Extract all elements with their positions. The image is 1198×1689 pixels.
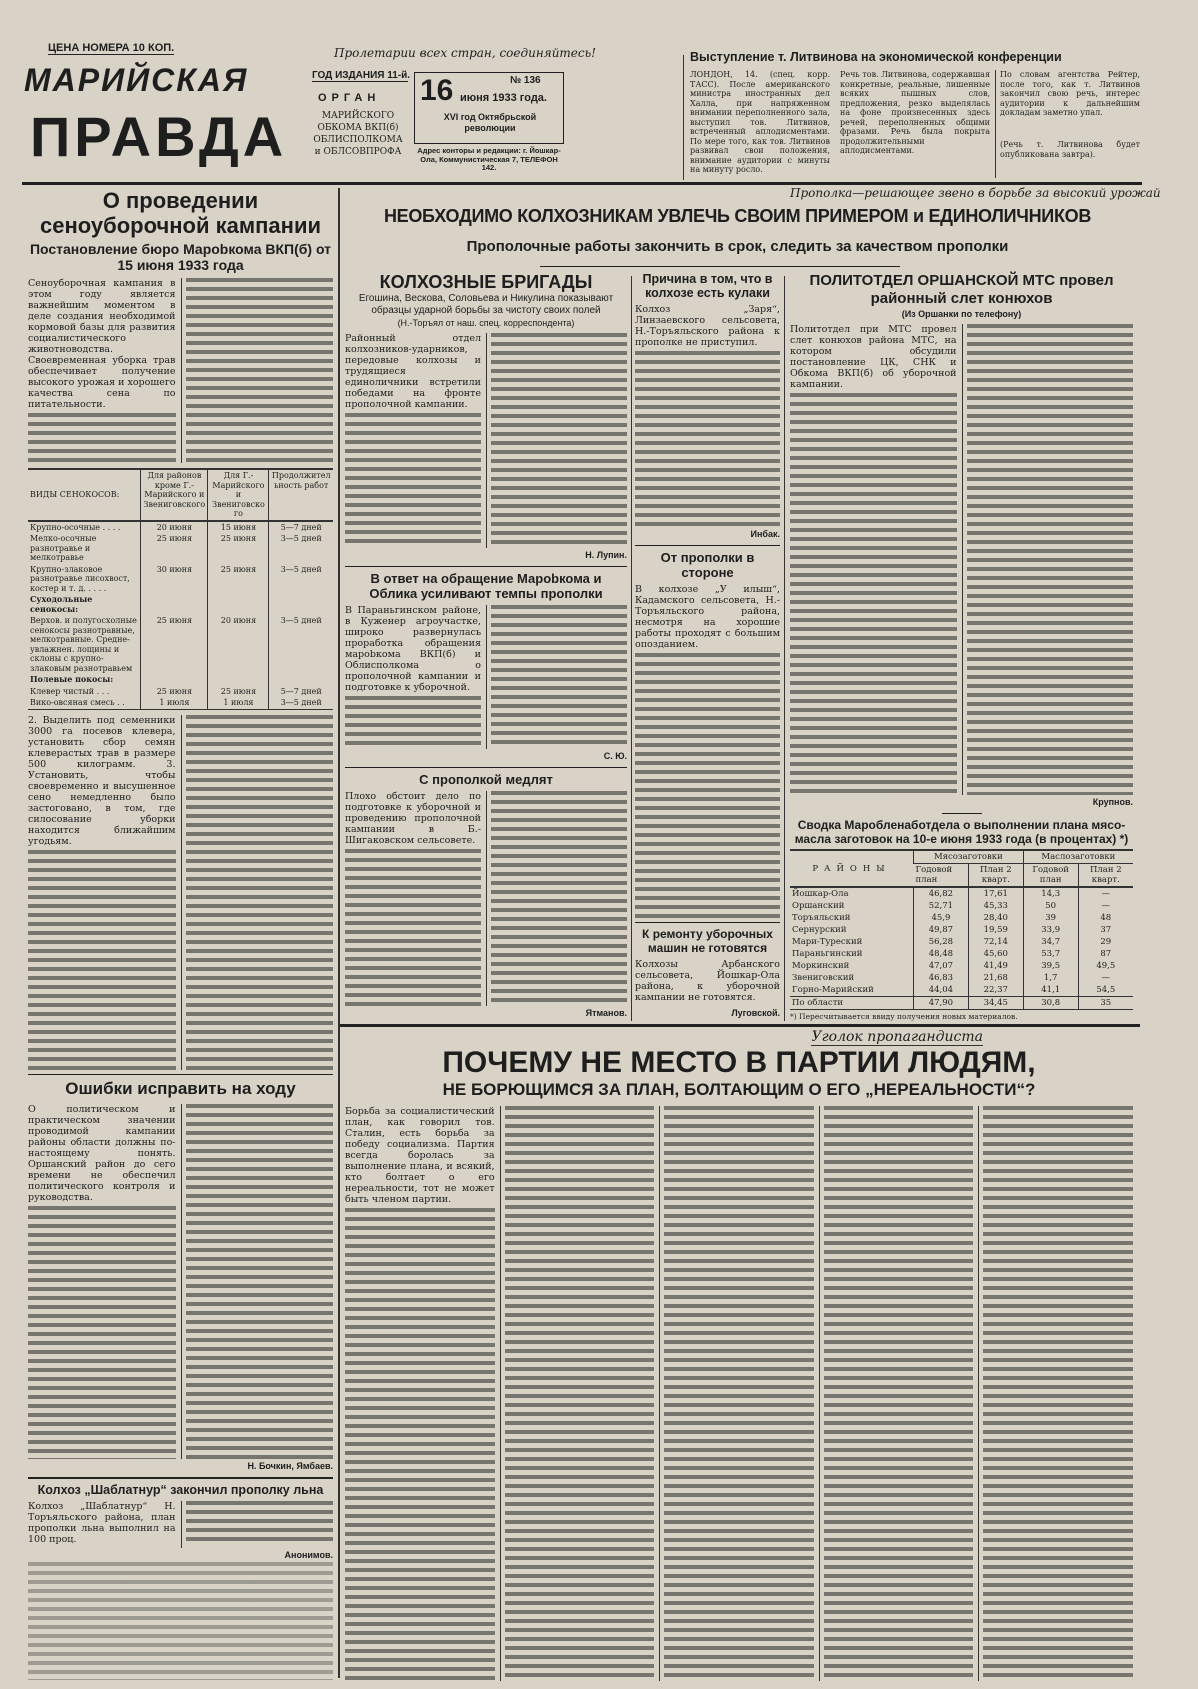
table-cell: 20 июня bbox=[141, 521, 208, 534]
errors-headline: Ошибки исправить на ходу bbox=[65, 1078, 296, 1098]
table-cell: 25 июня bbox=[208, 686, 269, 698]
summary-headline: Сводка Маробленаботдела о выполнении плана мясо-масла заготовок на 10-е июня 1933 года (в процентах) *) bbox=[794, 818, 1129, 846]
table-cell: 25 июня bbox=[141, 615, 208, 674]
table-cell: 17,61 bbox=[968, 887, 1023, 900]
table-cell: Звениговский bbox=[792, 973, 855, 983]
table-cell: 3—5 дней bbox=[269, 615, 333, 674]
kulaks-headline: Причина в том, что в колхозе есть кулаки bbox=[642, 272, 773, 300]
weeding-kicker: Прополка—решающее звено в борьбе за высокий урожай bbox=[790, 186, 1161, 200]
table-cell: Вико-овсяная смесь . . bbox=[30, 698, 125, 707]
table-cell: 22,37 bbox=[968, 984, 1023, 997]
table-cell: Крупно-злаковое разнотравье лисохвост, костер и т. д. . . . . bbox=[30, 564, 130, 593]
narrow-column bbox=[635, 272, 780, 1020]
date-rest: июня 1933 года. bbox=[460, 92, 547, 104]
table-cell: 54,5 bbox=[1078, 984, 1133, 997]
sub-header: Годовой план bbox=[915, 865, 953, 885]
year: ГОД ИЗДАНИЯ 11-й. bbox=[312, 70, 411, 81]
brigades-headline: КОЛХОЗНЫЕ БРИГАДЫ bbox=[379, 272, 593, 292]
organ-of: МАРИЙСКОГО ОБКОМА ВКП(б) ОБЛИСПОЛКОМА и ОБЛСОВПРОФА bbox=[313, 111, 403, 157]
kulaks-signature: Инбак. bbox=[750, 529, 780, 540]
table-cell: 49,5 bbox=[1078, 960, 1133, 972]
haying-headline: О проведении сеноуборочной кампании bbox=[39, 188, 321, 238]
flax-headline: Колхоз „Шаблатнур“ закончил прополку льна bbox=[37, 1482, 324, 1497]
summary-table bbox=[790, 849, 1133, 1010]
table-cell: 25 июня bbox=[141, 533, 208, 564]
sub-header: План 2 кварт. bbox=[1078, 864, 1133, 888]
errors-signature: Н. Бочкин, Ямбаев. bbox=[247, 1460, 333, 1471]
table-cell: — bbox=[1078, 900, 1133, 912]
col-header: Для районов кроме Г.-Марийского и Звениговского bbox=[141, 470, 208, 521]
slow-headline: С прополкой медлят bbox=[419, 771, 553, 787]
organ: ОРГАН bbox=[318, 92, 381, 104]
price: ЦЕНА НОМЕРА 10 КОП. bbox=[48, 42, 175, 54]
table-cell bbox=[208, 594, 269, 615]
meat-header: Мясозаготовки bbox=[913, 851, 1023, 864]
table-cell: Крупно-осочные . . . . bbox=[30, 522, 121, 532]
table-cell: 44,04 bbox=[913, 984, 968, 997]
brigades-signature: Н. Лупин. bbox=[585, 550, 627, 561]
propaganda-text: Борьба за социалистический план, как говорил тов. Сталин, есть борьба за победу социализма. Партия всегда боролась за выполнение плана, и всякий, кто болтает о его нереальности, тот не может быть членом партии. bbox=[345, 1106, 495, 1205]
issue-number: № 136 bbox=[510, 75, 541, 86]
table-cell: По области bbox=[792, 998, 844, 1008]
table-cell: 3—5 дней bbox=[269, 533, 333, 564]
politotdel-signature: Крупнов. bbox=[1092, 797, 1133, 807]
table-cell: 45,33 bbox=[968, 900, 1023, 912]
haying-lead: Сеноуборочная кампания в этом году является важнейшим моментом в деле создания необходимой кормовой базы для развития социалистического животноводства. Своевременная уборка трав обеспечивает получение высокого урожая и хорошего качества сена по питательности. bbox=[28, 278, 176, 410]
weeding-subhead: Прополочные работы закончить в срок, следить за качеством прополки bbox=[466, 238, 1009, 255]
sub-header: План 2 кварт. bbox=[968, 864, 1023, 888]
table-cell: 45,9 bbox=[913, 912, 968, 924]
weed-aside-text: В колхозе „У илыш“, Кадамского сельсовета, Н.-Торъяльского района, несмотря на хорошие работы проходят с большим опозданием. bbox=[635, 584, 780, 651]
machines-text: Колхозы Арбанского сельсовета, Йошкар-Ола района, к уборочной кампании не готовятся. bbox=[635, 959, 780, 1003]
table-cell: 47,90 bbox=[913, 997, 968, 1010]
litvinov-col2: Речь тов. Литвинова, содержавшая конкретные, реальные, лишенные всяких пышных слов, предложения, резко выделялась на фоне произнесенных здесь речей, переполненных общими фразами. Речь была покрыта продолжительными аплодисментами. bbox=[840, 70, 990, 155]
table-row bbox=[28, 674, 333, 686]
table-cell: 48 bbox=[1078, 912, 1133, 924]
october-year: XVI год Октябрьской революции bbox=[443, 112, 537, 133]
table-cell: Параньгинский bbox=[792, 949, 863, 959]
table-cell: 20 июня bbox=[208, 615, 269, 674]
table-cell bbox=[208, 674, 269, 686]
table-cell bbox=[269, 674, 333, 686]
table-cell: 41,49 bbox=[968, 960, 1023, 972]
center-column bbox=[345, 272, 627, 1020]
table-cell: 1,7 bbox=[1023, 972, 1078, 984]
table-cell: 3—5 дней bbox=[269, 564, 333, 595]
brigades-byline: (Н.-Торъял от наш. спец. корреспондента) bbox=[397, 318, 575, 328]
table-cell: 25 июня bbox=[208, 564, 269, 595]
table-row bbox=[790, 900, 1133, 912]
table-cell: Оршанский bbox=[792, 901, 845, 911]
sub-header: Годовой план bbox=[1023, 864, 1078, 888]
table-cell: 39,5 bbox=[1023, 960, 1078, 972]
right-column bbox=[790, 272, 1133, 1022]
table-row bbox=[790, 948, 1133, 960]
col-header: Продолжительность работ bbox=[269, 470, 333, 521]
propaganda-subhead: НЕ БОРЮЩИМСЯ ЗА ПЛАН, БОЛТАЮЩИМ О ЕГО „НЕРЕАЛЬНОСТИ“? bbox=[442, 1080, 1036, 1099]
table-cell: 49,87 bbox=[913, 924, 968, 936]
table-cell: Суходольные сенокосы: bbox=[30, 594, 93, 614]
table-row bbox=[28, 697, 333, 709]
haying-after-table: 2. Выделить под семенники 3000 га посевов клевера, установить сбор семян клеверастых трав в размере 500 килограмм. 3. Установить, чтобы своевременно и высушенное сено немедленно было застоговано, в том, где силосование уборки находится ближайшим угодьям. bbox=[28, 714, 176, 847]
col-header: Для Г.-Марийского и Звениговского bbox=[208, 470, 269, 521]
table-row bbox=[790, 960, 1133, 972]
table-row bbox=[790, 984, 1133, 997]
summary-footnote: *) Пересчитывается ввиду получения новых материалов. bbox=[790, 1012, 1018, 1021]
table-cell: 33,9 bbox=[1023, 924, 1078, 936]
machines-signature: Луговской. bbox=[731, 1008, 780, 1018]
flax-text: Колхоз „Шаблатнур“ Н. Торъяльского района, план прополки льна выполнил на 100 проц. bbox=[28, 1500, 176, 1545]
table-cell: 3—5 дней bbox=[269, 697, 333, 709]
table-cell: Моркинский bbox=[792, 961, 850, 971]
table-cell: 1 июля bbox=[141, 697, 208, 709]
brigades-text: Районный отдел колхозников-ударников, передовые колхозы и трудящиеся единоличники встретили победами на фронте прополочной кампании. bbox=[345, 333, 481, 410]
flax-signature: Анонимов. bbox=[284, 1549, 333, 1560]
table-cell: 46,83 bbox=[913, 972, 968, 984]
propaganda-kicker: Уголок пропагандиста bbox=[811, 1029, 983, 1045]
table-cell: 34,7 bbox=[1023, 936, 1078, 948]
table-cell: 21,68 bbox=[968, 972, 1023, 984]
table-cell: 29 bbox=[1078, 936, 1133, 948]
table-row bbox=[28, 533, 333, 564]
table-cell: 14,3 bbox=[1023, 887, 1078, 900]
table-cell: Горно-Марийский bbox=[792, 985, 874, 995]
table-cell: 47,07 bbox=[913, 960, 968, 972]
haying-subhead: Постановление бюро Марobкома ВКП(б) от 15 июня 1933 года bbox=[29, 241, 332, 273]
table-cell: Сернурский bbox=[792, 925, 847, 935]
machines-headline: К ремонту уборочных машин не готовятся bbox=[642, 927, 773, 955]
litvinov-note: (Речь т. Литвинова будет опубликована завтра). bbox=[1000, 140, 1140, 159]
total-row bbox=[790, 997, 1133, 1010]
table-cell bbox=[141, 674, 208, 686]
table-row bbox=[790, 924, 1133, 936]
table-cell: 30 июня bbox=[141, 564, 208, 595]
table-cell: Мелко-осочные разнотравье и мелкотравье bbox=[30, 534, 97, 562]
table-cell bbox=[141, 594, 208, 615]
reply-signature: С. Ю. bbox=[603, 750, 627, 761]
masthead-title-bottom: ПРАВДА bbox=[30, 105, 288, 168]
propaganda-section bbox=[345, 1029, 1133, 1681]
weed-aside-headline: От прополки в стороне bbox=[660, 550, 755, 581]
table-row bbox=[28, 521, 333, 534]
table-row bbox=[790, 972, 1133, 984]
table-row bbox=[790, 936, 1133, 948]
table-cell: 35 bbox=[1078, 997, 1133, 1010]
reply-headline: В ответ на обращение Марobкома и Облика усиливают темпы прополки bbox=[369, 571, 603, 602]
politotdel-byline: (Из Оршанки по телефону) bbox=[901, 309, 1022, 319]
table-cell: 45,60 bbox=[968, 948, 1023, 960]
table-row bbox=[28, 615, 333, 674]
table-cell: 87 bbox=[1078, 948, 1133, 960]
errors-text: О политическом и практическом значении проводимой кампании районы области должны по-настоящему понять. Оршанский район до сего времени не обеспечил политического контроля и руководства. bbox=[28, 1103, 176, 1203]
table-cell: 48,48 bbox=[913, 948, 968, 960]
table-cell: 30,8 bbox=[1023, 997, 1078, 1010]
table-cell: 25 июня bbox=[141, 686, 208, 698]
table-cell: 72,14 bbox=[968, 936, 1023, 948]
col-header: ВИДЫ СЕНОКОСОВ: bbox=[30, 490, 120, 499]
table-cell: 15 июня bbox=[208, 521, 269, 534]
date-day: 16 bbox=[420, 74, 454, 107]
table-cell bbox=[269, 594, 333, 615]
table-cell: 34,45 bbox=[968, 997, 1023, 1010]
table-cell: Верхов. и полугосхолные сенокосы разнотравные, мелкотравные. Средне-увлажнен. лощины и склоны с крупно-злаковым разнотравьем bbox=[30, 616, 137, 673]
masthead-title-top: МАРИЙСКАЯ bbox=[24, 62, 249, 98]
table-cell: 41,1 bbox=[1023, 984, 1078, 997]
litvinov-col3: По словам агентства Рейтер, после того, как т. Литвинов закончил свою речь, интерес аудитории к дальнейшим докладам заметно упал. bbox=[1000, 70, 1140, 117]
table-cell: 46,82 bbox=[913, 887, 968, 900]
table-cell: Йошкар-Ола bbox=[792, 889, 849, 899]
table-row bbox=[28, 564, 333, 595]
reply-text: В Параньгинском районе, в Куженер агроучастке, широко развернулась проработка обращения марobкома ВКП(б) и Облисполкома о прополочной кампании и подготовке к уборочной. bbox=[345, 605, 481, 694]
table-cell: 25 июня bbox=[208, 533, 269, 564]
table-cell: 19,59 bbox=[968, 924, 1023, 936]
kulaks-text: Колхоз „Заря“, Линзаевского сельсовета, Н.-Торъяльского района к прополке не приступил. bbox=[635, 304, 780, 348]
left-column bbox=[28, 188, 333, 1680]
butter-header: Маслозаготовки bbox=[1023, 851, 1133, 864]
politotdel-text: Политотдел при МТС провел слет конюхов района МТС, на котором обсудили постановление ЦК, СНК и Обкома ВКП(б) об уборочной кампании. bbox=[790, 324, 957, 390]
table-row bbox=[790, 912, 1133, 924]
slogan: Пролетарии всех стран, соединяйтесь! bbox=[334, 46, 596, 60]
table-cell: Торъяльский bbox=[792, 913, 851, 923]
table-cell: Полевые покосы: bbox=[30, 674, 114, 684]
address: Адрес конторы и редакции: г. Йошкар-Ола, Коммунистическая 7, ТЕЛЕФОН 142. bbox=[417, 146, 561, 172]
table-cell: 5—7 дней bbox=[269, 521, 333, 534]
slow-signature: Ятманов. bbox=[585, 1008, 627, 1018]
districts-header: РАЙОНЫ bbox=[812, 863, 891, 874]
litvinov-col1: ЛОНДОН, 14. (спец. корр. ТАСС). После американского министра иностранных дел Халла, при напряженном внимании переполненного зала, выступил тов. Литвинов, встреченный аплодисментами. По мере того, как тов. Литвинов развивал свои положения, внимание аудитории с минуты на минуту росло. bbox=[690, 70, 830, 174]
politotdel-headline: ПОЛИТОТДЕЛ ОРШАНСКОЙ МТС провел районный слет конюхов bbox=[809, 272, 1114, 307]
table-cell: Клевер чистый . . . bbox=[30, 686, 110, 696]
table-cell: 39 bbox=[1023, 912, 1078, 924]
brigades-subhead: Егошина, Вескова, Соловьева и Никулина показывают образцы ударной борьбы за чистоту своих полей bbox=[358, 293, 614, 316]
table-cell: 52,71 bbox=[913, 900, 968, 912]
table-cell: 5—7 дней bbox=[269, 686, 333, 698]
table-row bbox=[790, 887, 1133, 900]
table-cell: — bbox=[1078, 972, 1133, 984]
table-cell: 53,7 bbox=[1023, 948, 1078, 960]
table-row bbox=[28, 686, 333, 698]
table-cell: 56,28 bbox=[913, 936, 968, 948]
table-cell: 50 bbox=[1023, 900, 1078, 912]
weeding-headline: НЕОБХОДИМО КОЛХОЗНИКАМ УВЛЕЧЬ СВОИМ ПРИМЕРОМ и ЕДИНОЛИЧНИКОВ bbox=[383, 206, 1092, 226]
litvinov-headline: Выступление т. Литвинова на экономической конференции bbox=[690, 50, 1062, 64]
table-cell: 28,40 bbox=[968, 912, 1023, 924]
slow-text: Плохо обстоит дело по подготовке к уборочной и проведению прополочной кампании в Б.-Шигаковском сельсовете. bbox=[345, 790, 481, 846]
table-cell: 37 bbox=[1078, 924, 1133, 936]
propaganda-headline: ПОЧЕМУ НЕ МЕСТО В ПАРТИИ ЛЮДЯМ, bbox=[442, 1046, 1036, 1079]
table-row bbox=[28, 594, 333, 615]
table-cell: Мари-Туреский bbox=[792, 937, 863, 947]
haying-table bbox=[28, 468, 333, 710]
table-cell: 1 июля bbox=[208, 697, 269, 709]
table-cell: — bbox=[1078, 887, 1133, 900]
